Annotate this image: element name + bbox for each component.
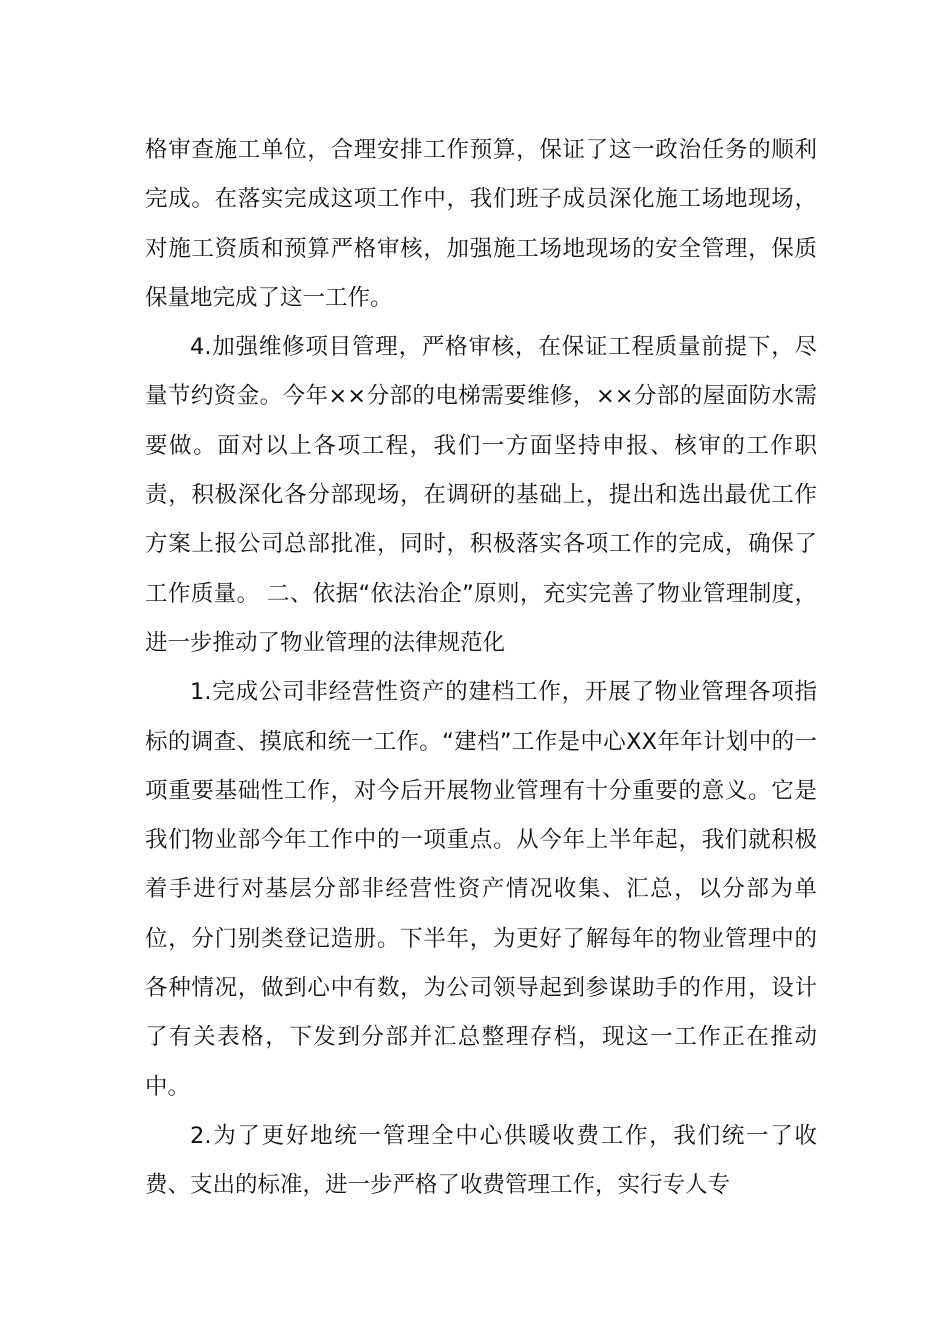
paragraph-item-4-repair-management: 4.加强维修项目管理，严格审核，在保证工程质量前提下，尽量节约资金。今年××分部的电梯需要维修，××分部的屋面防水需要做。面对以上各项工程，我们一方面坚持申报、核审的工作职责，积极深化各分部现场，在调研的基础上，提出和选出最优工作方案上报公司总部批准，同时，积极落实各项工作的完成，确保了工作质量。 二、依据“依法治企”原则，充实完善了物业管理制度，进一步推动了物业管理的法律规范化 <box>145 334 817 656</box>
paragraph-continuation: 格审查施工单位，合理安排工作预算，保证了这一政治任务的顺利完成。在落实完成这项工作中，我们班子成员深化施工场地现场，对施工资质和预算严格审核，加强施工场地现场的安全管理，保质保量地完成了这一工作。 <box>145 137 817 311</box>
document-body <box>145 126 817 1211</box>
paragraph-item-2-heating-fees: 2.为了更好地统一管理全中心供暖收费工作，我们统一了收费、支出的标准，进一步严格了收费管理工作，实行专人专 <box>145 1122 817 1199</box>
paragraph-item-1-asset-archiving: 1.完成公司非经营性资产的建档工作，开展了物业管理各项指标的调查、摸底和统一工作。“建档”工作是中心XX年年计划中的一项重要基础性工作，对今后开展物业管理有十分重要的意义。它是我们物业部今年工作中的一项重点。从今年上半年起，我们就积极着手进行对基层分部非经营性资产情况收集、汇总，以分部为单位，分门别类登记造册。下半年，为更好了解每年的物业管理中的各种情况，做到心中有数，为公司领导起到参谋助手的作用，设计了有关表格，下发到分部并汇总整理存档，现这一工作正在推动中。 <box>145 679 817 1100</box>
